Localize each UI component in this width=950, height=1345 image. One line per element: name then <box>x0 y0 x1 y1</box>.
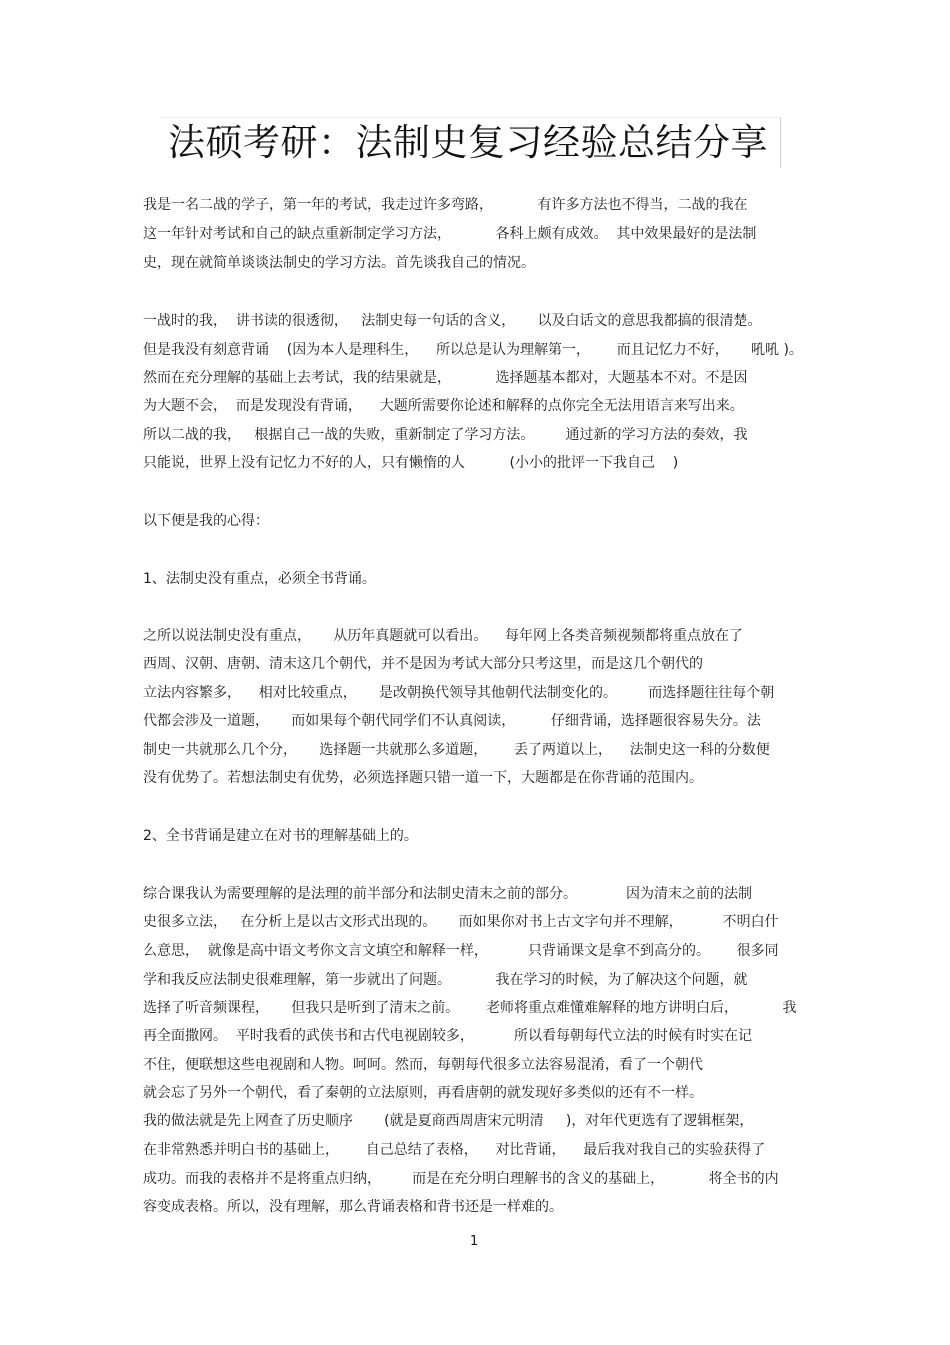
body-line: 之所以说法制史没有重点， 从历年真题就可以看出。 每年网上各类音频视频都将重点放在了 <box>143 628 744 644</box>
body-line: 在非常熟悉并明白书的基础上， 自己总结了表格， 对比背诵， 最后我对我自己的实验获得了 <box>143 1142 766 1158</box>
body-line: 选择了听音频课程， 但我只是听到了清末之前。 老师将重点难懂难解释的地方讲明白后， 我 <box>143 1000 797 1016</box>
body-line: 所以二战的我， 根据自己一战的失败，重新制定了学习方法。 通过新的学习方法的奏效，我 <box>143 427 748 443</box>
body-line: 成功。而我的表格并不是将重点归纳， 而是在充分明白理解书的含义的基础上， 将全书的内 <box>143 1171 779 1187</box>
body-line: 再全面撒网。 平时我看的武侠书和古代电视剧较多， 所以看每朝每代立法的时候有时实在记 <box>143 1028 752 1044</box>
body-line: 就会忘了另外一个朝代，看了秦朝的立法原则，再看唐朝的就发现好多类似的还有不一样。 <box>143 1085 703 1101</box>
body-line: 综合课我认为需要理解的是法理的前半部分和法制史清末之前的部分。 因为清末之前的法制 <box>143 886 752 902</box>
body-line: 但是我没有刻意背诵 (因为本人是理科生， 所以总是认为理解第一， 而且记忆力不好， 吼吼 )。 <box>143 342 803 358</box>
body-line: 我的做法就是先上网查了历史顺序 (就是夏商西周唐宋元明清 )，对年代更选有了逻辑框架， <box>143 1113 754 1129</box>
body-line: 史，现在就简单谈谈法制史的学习方法。首先谈我自己的情况。 <box>143 255 535 271</box>
body-line: 容变成表格。所以，没有理解，那么背诵表格和背书还是一样难的。 <box>143 1199 563 1215</box>
body-line: 立法内容繁多， 相对比较重点， 是改朝换代领导其他朝代法制变化的。 而选择题往往每个朝 <box>143 685 775 701</box>
body-line: 不住，便联想这些电视剧和人物。呵呵。然而，每朝每代很多立法容易混淆，看了一个朝代 <box>143 1057 703 1073</box>
body-line: 我是一名二战的学子，第一年的考试，我走过许多弯路， 有许多方法也不得当，二战的我在 <box>143 197 748 213</box>
body-line: 制史一共就那么几个分， 选择题一共就那么多道题， 丢了两道以上， 法制史这一科的分数便 <box>143 742 770 758</box>
body-line: 以下便是我的心得： <box>143 513 269 529</box>
body-line: 为大题不会， 而是发现没有背诵， 大题所需要你论述和解释的点你完全无法用语言来写出来。 <box>143 398 744 414</box>
body-line: 一战时的我， 讲书读的很透彻， 法制史每一句话的含义， 以及白话文的意思我都搞的很清楚。 <box>143 313 762 329</box>
body-line: 史很多立法， 在分析上是以古文形式出现的。 而如果你对书上古文字句并不理解， 不明白什 <box>143 914 779 930</box>
body-line: 1、法制史没有重点，必须全书背诵。 <box>143 571 376 587</box>
body-line: 代都会涉及一道题， 而如果每个朝代同学们不认真阅读， 仔细背诵，选择题很容易失分。法 <box>143 713 761 729</box>
document-title: 法硕考研：法制史复习经验总结分享 <box>168 121 768 164</box>
body-line: 学和我反应法制史很难理解，第一步就出了问题。 我在学习的时候，为了解决这个问题，就 <box>143 972 748 988</box>
body-line: 2、全书背诵是建立在对书的理解基础上的。 <box>143 828 418 844</box>
body-line: 只能说，世界上没有记忆力不好的人，只有懒惰的人 (小小的批评一下我自己 ) <box>143 455 679 471</box>
body-line: 没有优势了。若想法制史有优势，必须选择题只错一道一下，大题都是在你背诵的范围内。 <box>143 770 703 786</box>
body-line: 么意思， 就像是高中语文考你文言文填空和解释一样， 只背诵课文是拿不到高分的。 很多同 <box>143 943 779 959</box>
body-line: 这一年针对考试和自己的缺点重新制定学习方法， 各科上颇有成效。 其中效果最好的是法制 <box>143 226 757 242</box>
page-number: 1 <box>470 1234 479 1249</box>
body-line: 然而在充分理解的基础上去考试，我的结果就是， 选择题基本都对，大题基本不对。不是因 <box>143 370 748 386</box>
body-line: 西周、汉朝、唐朝、清末这几个朝代，并不是因为考试大部分只考这里，而是这几个朝代的 <box>143 656 703 672</box>
